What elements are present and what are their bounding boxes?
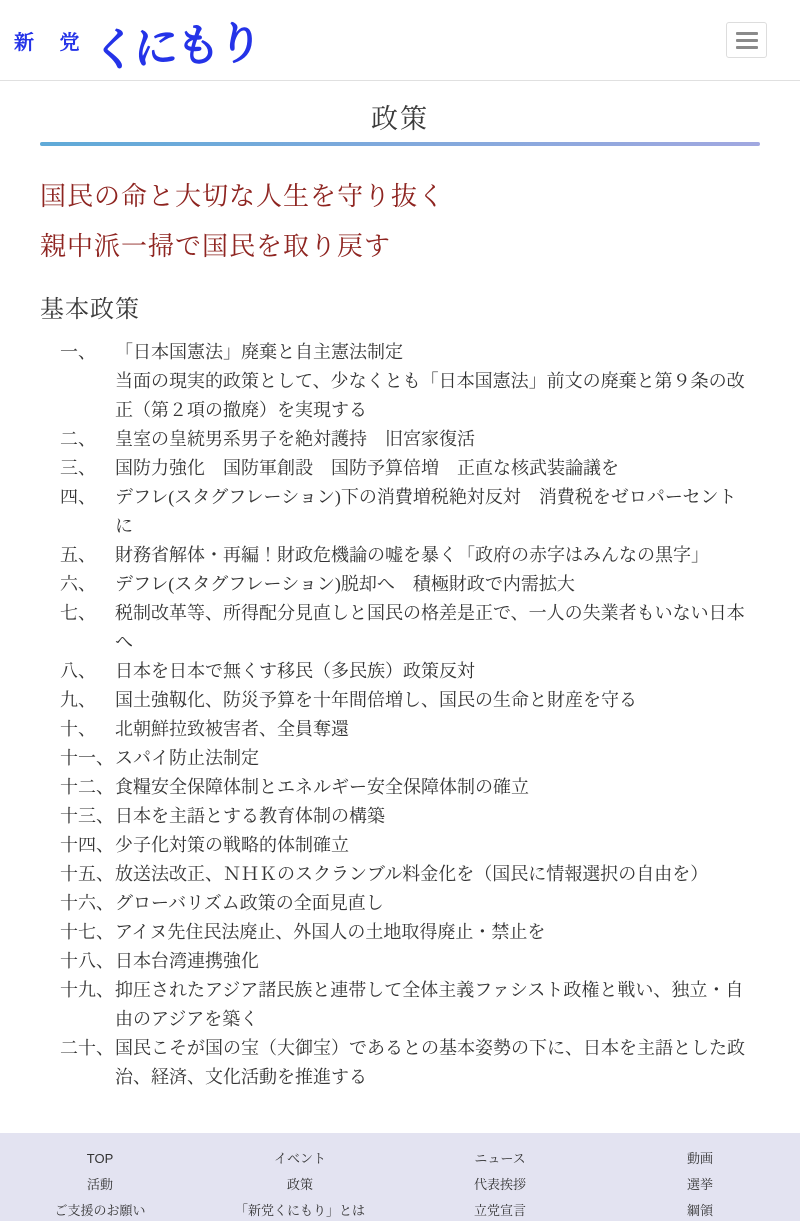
policy-main-text: 北朝鮮拉致被害者、全員奪還 [115, 719, 349, 739]
policy-text [115, 947, 748, 976]
policy-number: 十九、 [60, 980, 114, 1000]
main-content [0, 101, 800, 1092]
policy-item [60, 947, 748, 976]
policy-main-text: 国民こそが国の宝（大御宝）であるとの基本姿勢の下に、日本を主語とした政治、経済、文化活動を推進する [115, 1038, 745, 1087]
section-heading: 基本政策 [40, 297, 140, 323]
policy-text [115, 860, 748, 889]
policy-number: 十、 [60, 719, 96, 739]
policy-main-text: 「日本国憲法」廃棄と自主憲法制定 [115, 342, 403, 362]
policy-number: 十一、 [60, 748, 114, 768]
title-divider [40, 142, 760, 146]
policy-main-text: グローバリズム政策の全面見直し [115, 893, 384, 913]
policy-item [60, 657, 748, 686]
policy-item [60, 599, 748, 657]
policy-number: 七、 [60, 603, 96, 623]
policy-item [60, 918, 748, 947]
footer-column [0, 1146, 200, 1224]
policy-text [115, 657, 748, 686]
policy-main-text: 皇室の皇統男系男子を絶対護持 旧宮家復活 [115, 429, 475, 449]
footer-link[interactable]: 代表挨拶 [473, 1177, 526, 1192]
policy-text [115, 1034, 748, 1092]
policy-main-text: 少子化対策の戦略的体制確立 [115, 835, 349, 855]
footer-link[interactable]: イベント [273, 1151, 326, 1166]
policy-item [60, 860, 748, 889]
policy-main-text: 財務省解体・再編！財政危機論の嘘を暴く「政府の赤字はみんなの黒字」 [115, 545, 709, 565]
policy-text [115, 425, 748, 454]
policy-item [60, 715, 748, 744]
hamburger-icon [736, 39, 758, 42]
policy-item [60, 889, 748, 918]
footer-link[interactable]: 選挙 [686, 1177, 713, 1192]
policy-text [115, 570, 748, 599]
policy-main-text: 税制改革等、所得配分見直しと国民の格差是正で、一人の失業者もいない日本へ [115, 603, 745, 652]
footer-link[interactable]: 政策 [286, 1177, 313, 1192]
hamburger-icon [736, 46, 758, 49]
policy-text [115, 541, 748, 570]
policy-main-text: 食糧安全保障体制とエネルギー安全保障体制の確立 [115, 777, 529, 797]
policy-text [115, 773, 748, 802]
footer-column [400, 1146, 600, 1224]
logo-prefix-text: 新 党 [14, 31, 90, 54]
policy-main-text: アイヌ先住民法廃止、外国人の土地取得廃止・禁止を [115, 922, 546, 942]
policy-item [60, 802, 748, 831]
policy-item [60, 744, 748, 773]
policy-number: 十八、 [60, 951, 114, 971]
policy-text [115, 889, 748, 918]
footer-link[interactable]: 「新党くにもり」とは [234, 1203, 365, 1218]
policy-text [115, 976, 748, 1034]
hamburger-icon [736, 32, 758, 35]
policy-number: 十七、 [60, 922, 114, 942]
footer-link[interactable]: 立党宣言 [473, 1203, 526, 1218]
policy-sub-text: 当面の現実的政策として、少なくとも「日本国憲法」前文の廃棄と第９条の改正（第２項の撤廃）を実現する [115, 371, 745, 420]
policy-text [115, 338, 748, 425]
policy-number: 八、 [60, 661, 96, 681]
slogan-line: 国民の命と大切な人生を守り抜く [40, 182, 446, 211]
policy-item [60, 773, 748, 802]
site-header [0, 0, 800, 81]
policy-main-text: 日本を日本で無くす移民（多民族）政策反対 [115, 661, 475, 681]
footer-column [200, 1146, 400, 1224]
policy-number: 十三、 [60, 806, 114, 826]
policy-list [0, 338, 800, 1092]
footer-column [600, 1146, 800, 1224]
policy-main-text: 日本を主語とする教育体制の構築 [115, 806, 385, 826]
policy-text [115, 802, 748, 831]
policy-text [115, 599, 748, 657]
footer-link[interactable]: ご支援のお願い [54, 1203, 146, 1218]
footer-link[interactable]: 綱領 [686, 1203, 713, 1218]
policy-number: 二十、 [60, 1038, 114, 1058]
policy-number: 四、 [60, 487, 96, 507]
slogan-line: 親中派一掃で国民を取り戻す [40, 232, 392, 261]
policy-main-text: デフレ(スタグフレーション)脱却へ 積極財政で内需拡大 [115, 574, 575, 594]
policy-item [60, 483, 748, 541]
policy-number: 三、 [60, 458, 96, 478]
policy-main-text: 国防力強化 国防軍創設 国防予算倍増 正直な核武装論議を [115, 458, 619, 478]
policy-number: 六、 [60, 574, 96, 594]
footer-link[interactable]: TOP [86, 1151, 114, 1166]
policy-text [115, 483, 748, 541]
policy-item [60, 1034, 748, 1092]
policy-item [60, 454, 748, 483]
policy-number: 一、 [60, 342, 96, 362]
policy-text [115, 918, 748, 947]
policy-text [115, 744, 748, 773]
footer-link[interactable]: 動画 [686, 1151, 713, 1166]
policy-text [115, 686, 748, 715]
site-footer [0, 1133, 800, 1221]
site-logo[interactable] [14, 6, 260, 78]
policy-number: 五、 [60, 545, 96, 565]
footer-link[interactable]: 活動 [86, 1177, 113, 1192]
policy-number: 九、 [60, 690, 96, 710]
policy-item [60, 570, 748, 599]
logo-name-text: くにもり [90, 15, 261, 78]
policy-main-text: 放送法改正、ＮＨＫのスクランブル料金化を（国民に情報選択の自由を） [115, 864, 709, 884]
policy-text [115, 454, 748, 483]
policy-item [60, 686, 748, 715]
policy-main-text: 国土強靱化、防災予算を十年間倍増し、国民の生命と財産を守る [115, 690, 637, 710]
policy-number: 十四、 [60, 835, 114, 855]
slogan-block [40, 182, 760, 262]
policy-item [60, 541, 748, 570]
policy-item [60, 338, 748, 425]
hamburger-menu-button[interactable] [726, 22, 767, 58]
page-title: 政策 [371, 104, 429, 134]
policy-text [115, 831, 748, 860]
footer-nav [0, 1146, 800, 1224]
footer-link[interactable]: ニュース [474, 1151, 526, 1166]
policy-text [115, 715, 748, 744]
policy-main-text: スパイ防止法制定 [115, 748, 259, 768]
policy-number: 十二、 [60, 777, 114, 797]
policy-item [60, 425, 748, 454]
policy-number: 十五、 [60, 864, 114, 884]
policy-main-text: 日本台湾連携強化 [115, 951, 259, 971]
policy-item [60, 831, 748, 860]
policy-number: 二、 [60, 429, 96, 449]
policy-item [60, 976, 748, 1034]
policy-main-text: 抑圧されたアジア諸民族と連帯して全体主義ファシスト政権と戦い、独立・自由のアジアを築く [115, 980, 744, 1029]
policy-number: 十六、 [60, 893, 114, 913]
policy-main-text: デフレ(スタグフレーション)下の消費増税絶対反対 消費税をゼロパーセントに [115, 487, 737, 536]
